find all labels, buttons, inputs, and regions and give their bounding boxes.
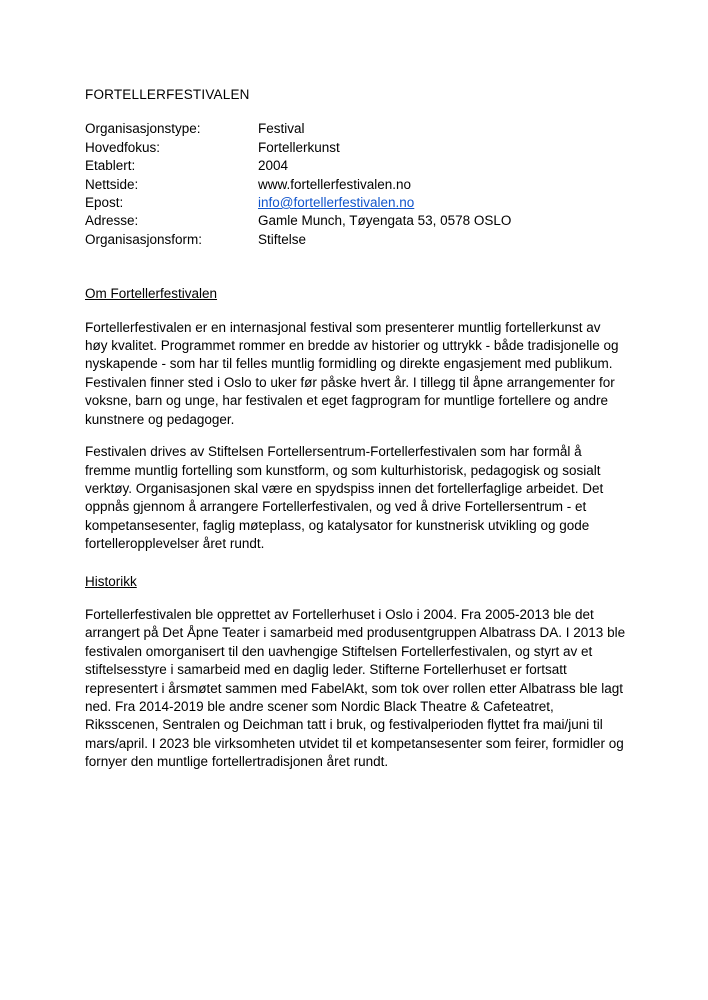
info-value: Festival [258,121,305,137]
info-label: Etablert: [85,158,136,174]
email-link[interactable]: info@fortellerfestivalen.no [258,195,415,211]
info-row-adresse [85,212,626,230]
info-label: Adresse: [85,213,139,229]
section-heading-om-fortellerfestivalen: Om Fortellerfestivalen [85,286,218,302]
info-value: Gamle Munch, Tøyengata 53, 0578 OSLO [258,213,512,229]
section-heading-historikk: Historikk [85,573,137,589]
info-row-hovedfokus [85,139,626,157]
paragraph-historikk-1: Fortellerfestivalen ble opprettet av Fortellerhuset i Oslo i 2004. Fra 2005-2013 ble det arrangert på Det Åpne Teater i samarbeid med produsentgruppen Albatrass DA. I 2013 ble festivalen omorganisert til den uavhengige Stiftelsen Fortellerfestivalen, og styrt av et stiftelsesstyre i samarbeid med en daglig leder. Stifterne Fortellerhuset er fortsatt representert i årsmøtet sammen med FabelAkt, som tok over rollen etter Albatrass ble lagt ned. Fra 2014-2019 ble andre scener som Nordic Black Theatre & Cafeteatret, Riksscenen, Sentralen og Deichman tatt i bruk, og festivalperioden flyttet fra mai/juni til mars/april. I 2023 ble virksomheten utvidet til et kompetansesenter som feirer, formidler og fornyer den muntlige fortellertradisjonen året rundt. [85,606,626,770]
paragraph-om-2: Festivalen drives av Stiftelsen Fortellersentrum-Fortellerfestivalen som har formål å fremme muntlig fortelling som kunstform, og som kulturhistorisk, pedagogisk og sosialt verktøy. Organisasjonen skal være en spydspiss innen det fortellerfaglige arbeidet. Det oppnås gjennom å arrangere Fortellerfestivalen, og ved å drive Fortellersentrum - et kompetansesenter, faglig møteplass, og katalysator for kunstnerisk utvikling og gode fortelleropplevelser året rundt. [85,444,604,552]
info-value: 2004 [258,158,289,174]
info-row-organisasjonstype [85,120,626,138]
info-label: Hovedfokus: [85,139,161,155]
page-title: FORTELLERFESTIVALEN [85,87,250,102]
info-label: Organisasjonsform: [85,231,203,247]
info-label: Organisasjonstype: [85,121,201,137]
paragraph-om-1: Fortellerfestivalen er en internasjonal festival som presenterer muntlig fortellerkunst av høy kvalitet. Programmet rommer en bredde av historier og uttrykk - både tradisjonelle og nyskapende - som har til felles muntlig formidling og direkte engasjement med publikum. Festivalen finner sted i Oslo to uker før påske hvert år. I tillegg til åpne arrangementer for voksne, barn og unge, har festivalen et eget fagprogram for muntlige fortellere og andre kunstnere og pedagoger. [85,319,619,427]
info-value: Stiftelse [258,231,307,247]
info-row-organisasjonsform [85,231,626,249]
info-value: Fortellerkunst [258,139,340,155]
info-label: Epost: [85,195,124,211]
info-row-etablert [85,157,626,175]
info-row-nettside [85,176,626,194]
info-row-epost [85,194,626,212]
info-block [85,120,626,249]
info-label: Nettside: [85,176,139,192]
info-value: www.fortellerfestivalen.no [258,176,412,192]
